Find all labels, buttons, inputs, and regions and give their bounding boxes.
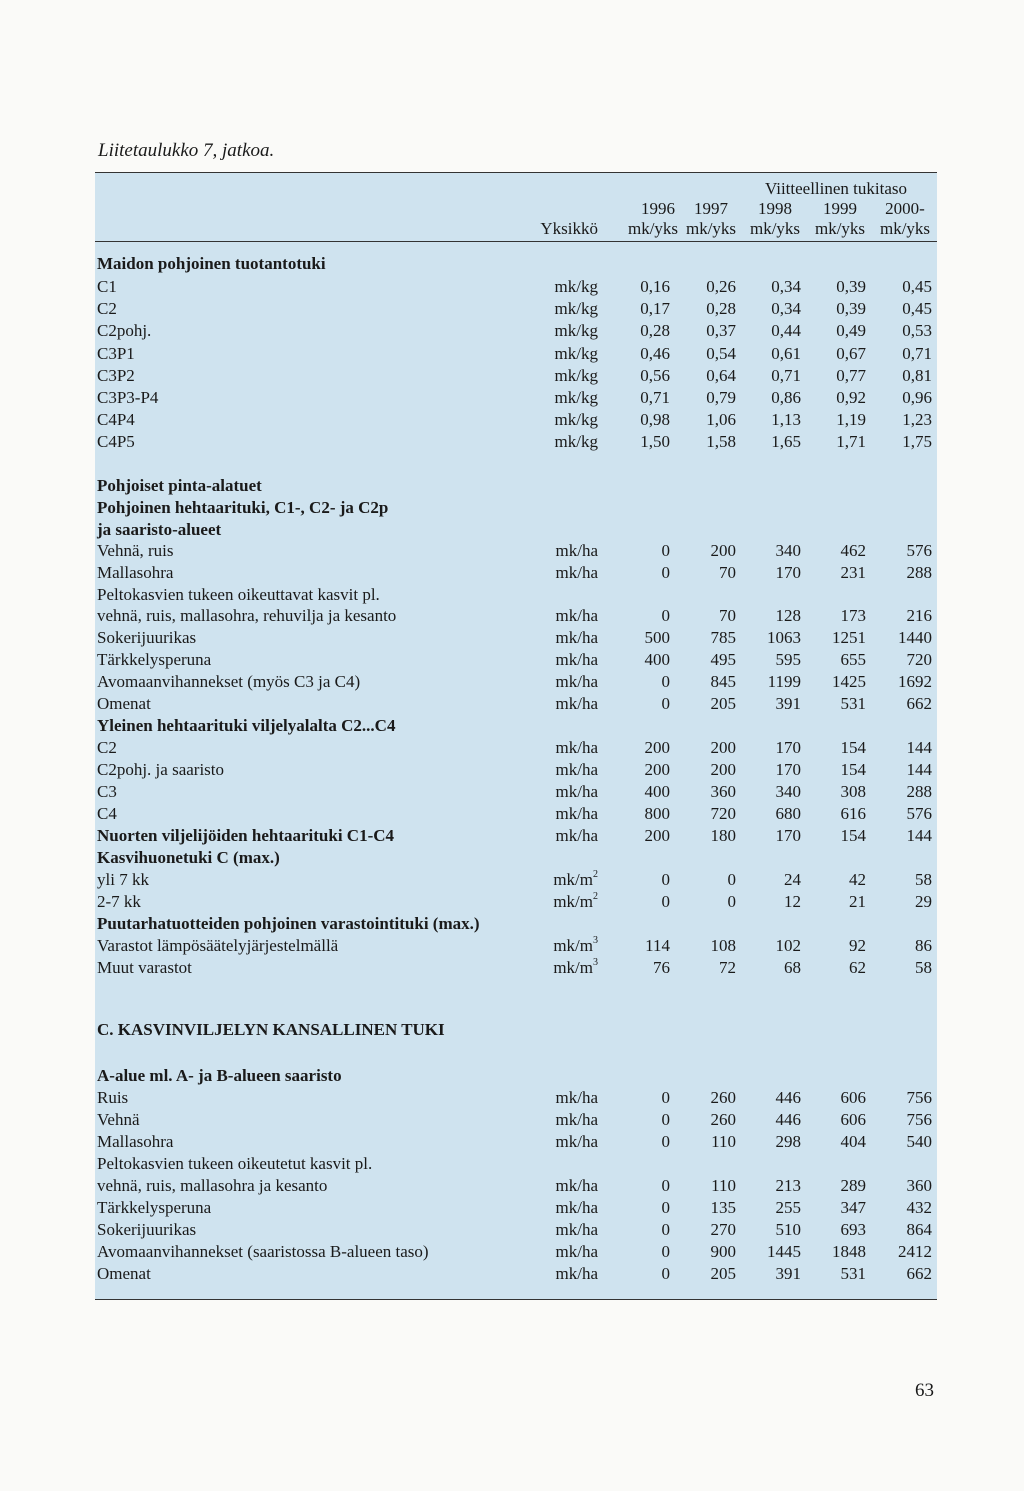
row-label: Pohjoinen hehtaarituki, C1-, C2- ja C2p [97,498,389,517]
row-value: 404 [840,1132,866,1151]
header-year: 2000- [885,199,925,218]
header-per-unit: mk/yks [685,219,737,238]
row-value: 173 [840,606,866,625]
row-unit: mk/kg [554,366,598,385]
row-value: 110 [711,1132,736,1151]
bottom-rule [95,1299,937,1300]
row-value: 288 [906,782,932,801]
row-value: 180 [710,826,736,845]
row-value: 0,16 [640,277,670,296]
row-label: Kasvihuonetuki C (max.) [97,848,280,867]
row-value: 289 [840,1176,866,1195]
row-label: C3P2 [97,366,135,385]
row-value: 655 [840,650,866,669]
row-value: 200 [710,760,736,779]
row-value: 1251 [832,628,866,647]
row-value: 144 [906,826,932,845]
row-label: Nuorten viljelijöiden hehtaarituki C1-C4 [97,826,395,845]
row-value: 205 [710,694,736,713]
row-value: 110 [711,1176,736,1195]
unit-exponent: 2 [593,869,598,880]
row-value: 0 [661,563,670,582]
row-value: 1445 [767,1242,801,1261]
row-value: 1692 [898,672,932,691]
row-value: 108 [710,936,736,955]
row-value: 0,81 [902,366,932,385]
row-value: 24 [784,870,801,889]
row-value: 170 [775,738,801,757]
row-unit: $mk/m^3$ [553,957,598,977]
row-unit: mk/ha [555,1264,598,1283]
row-label: 2-7 kk [97,892,141,911]
row-value: 495 [710,650,736,669]
row-value: 72 [719,958,736,977]
row-value: 1,75 [902,432,932,451]
unit-exponent: 3 [593,935,598,946]
row-value: 270 [710,1220,736,1239]
row-unit: mk/ha [555,541,598,560]
row-value: 595 [775,650,801,669]
row-value: 154 [840,738,866,757]
row-label: Maidon pohjoinen tuotantotuki [97,254,326,273]
row-value: 1,50 [640,432,670,451]
row-value: 68 [784,958,801,977]
row-value: 531 [840,1264,866,1283]
row-value: 662 [906,1264,932,1283]
row-value: 0 [727,870,736,889]
header-year: 1996 [641,199,675,218]
row-value: 0 [661,1132,670,1151]
row-value: 576 [906,541,932,560]
row-unit: mk/ha [555,1088,598,1107]
row-unit: mk/ha [555,1220,598,1239]
row-value: 845 [710,672,736,691]
row-value: 231 [840,563,866,582]
row-unit: mk/kg [554,321,598,340]
row-value: 0 [661,892,670,911]
row-label: Mallasohra [97,1132,174,1151]
row-label: C3P1 [97,344,135,363]
row-label: Varastot lämpösäätelyjärjestelmällä [97,936,339,955]
row-label: C2pohj. ja saaristo [97,760,225,779]
row-value: 260 [710,1088,736,1107]
row-value: 900 [710,1242,736,1261]
row-unit: mk/ha [555,1242,598,1261]
row-label: Vehnä [97,1110,140,1129]
row-label: C2 [97,738,117,757]
row-value: 756 [906,1110,932,1129]
row-value: 1,65 [771,432,801,451]
row-value: 308 [840,782,866,801]
row-value: 0,92 [836,388,866,407]
row-unit: mk/ha [555,804,598,823]
row-value: 510 [775,1220,801,1239]
row-value: 500 [644,628,670,647]
row-value: 1425 [832,672,866,691]
row-value: 0 [661,694,670,713]
row-value: 0,26 [706,277,736,296]
row-value: 1063 [767,628,801,647]
row-value: 70 [719,563,736,582]
row-value: 0,54 [706,344,736,363]
row-value: 1848 [832,1242,866,1261]
row-value: 144 [906,760,932,779]
row-label: Yleinen hehtaarituki viljelyalalta C2...C4 [97,716,396,735]
row-value: 432 [906,1198,932,1217]
row-value: 62 [849,958,866,977]
row-value: 0 [661,1242,670,1261]
row-value: 1,23 [902,410,932,429]
row-unit: mk/ha [555,1132,598,1151]
row-value: 170 [775,826,801,845]
unit-exponent: 2 [593,891,598,902]
row-unit: mk/kg [554,277,598,296]
header-rule [95,241,937,242]
row-value: 576 [906,804,932,823]
table-panel [95,172,937,1300]
row-value: 213 [775,1176,801,1195]
row-value: 42 [849,870,866,889]
row-value: 154 [840,826,866,845]
row-unit: mk/ha [555,650,598,669]
row-value: 70 [719,606,736,625]
row-value: 0,64 [706,366,736,385]
row-value: 0,61 [771,344,801,363]
row-unit: mk/ha [555,1198,598,1217]
row-value: 662 [906,694,932,713]
row-unit: mk/kg [554,344,598,363]
row-unit: $mk/m^2$ [553,869,598,889]
row-value: 0 [661,870,670,889]
row-value: 102 [775,936,801,955]
row-unit: mk/ha [555,628,598,647]
row-value: 720 [906,650,932,669]
row-value: 260 [710,1110,736,1129]
row-unit: $mk/m^3$ [553,935,598,955]
row-value: 606 [840,1088,866,1107]
row-value: 340 [775,541,801,560]
top-rule [95,172,937,173]
row-value: 0,34 [771,277,801,296]
row-value: 135 [710,1198,736,1217]
row-value: 1,13 [771,410,801,429]
row-label: C. KASVINVILJELYN KANSALLINEN TUKI [97,1020,445,1039]
row-label: A-alue ml. A- ja B-alueen saaristo [97,1066,342,1085]
row-value: 1,58 [706,432,736,451]
row-value: 86 [915,936,932,955]
row-value: 92 [849,936,866,955]
header-unit-label: Yksikkö [540,219,598,238]
header-per-unit: mk/yks [749,219,801,238]
row-label: Sokerijuurikas [97,1220,197,1239]
row-label: Mallasohra [97,563,174,582]
row-value: 170 [775,563,801,582]
row-value: 0 [661,672,670,691]
row-label: vehnä, ruis, mallasohra ja kesanto [97,1176,328,1195]
row-label: Muut varastot [97,958,192,977]
row-label: Puutarhatuotteiden pohjoinen varastointituki (max.) [97,914,480,933]
row-value: 0,46 [640,344,670,363]
row-value: 0,53 [902,321,932,340]
header-year: 1998 [758,199,792,218]
row-value: 21 [849,892,866,911]
table-caption: Liitetaulukko 7, jatkoa. [98,140,275,161]
row-value: 12 [784,892,801,911]
row-value: 2412 [898,1242,932,1261]
row-label: C3P3-P4 [97,388,159,407]
row-unit: mk/ha [555,782,598,801]
row-value: 1440 [898,628,932,647]
row-value: 0 [727,892,736,911]
row-value: 58 [915,958,932,977]
row-label: C4P4 [97,410,135,429]
row-unit: mk/ha [555,563,598,582]
row-value: 0,71 [640,388,670,407]
row-value: 0,67 [836,344,866,363]
row-value: 756 [906,1088,932,1107]
row-value: 0 [661,1110,670,1129]
row-unit: mk/ha [555,1110,598,1129]
row-unit: mk/ha [555,826,598,845]
row-value: 0,79 [706,388,736,407]
row-value: 391 [775,694,801,713]
row-label: C2pohj. [97,321,152,340]
row-value: 446 [775,1110,801,1129]
row-label: Avomaanvihannekset (myös C3 ja C4) [97,672,361,691]
row-value: 531 [840,694,866,713]
row-value: 29 [915,892,932,911]
row-value: 0 [661,1220,670,1239]
row-value: 200 [644,826,670,845]
row-label: vehnä, ruis, mallasohra, rehuvilja ja kesanto [97,606,397,625]
row-unit: mk/ha [555,694,598,713]
row-value: 200 [644,738,670,757]
row-value: 0,45 [902,277,932,296]
row-value: 1,06 [706,410,736,429]
row-value: 0,39 [836,299,866,318]
row-label: Omenat [97,694,151,713]
row-value: 255 [775,1198,801,1217]
row-value: 606 [840,1110,866,1129]
row-label: yli 7 kk [97,870,149,889]
row-value: 200 [644,760,670,779]
row-value: 154 [840,760,866,779]
row-value: 200 [710,541,736,560]
row-unit: mk/kg [554,299,598,318]
row-value: 0,86 [771,388,801,407]
row-value: 0,28 [706,299,736,318]
row-value: 1199 [767,672,801,691]
row-label: Omenat [97,1264,151,1283]
row-value: 616 [840,804,866,823]
row-value: 540 [906,1132,932,1151]
row-value: 340 [775,782,801,801]
row-value: 144 [906,738,932,757]
row-value: 128 [775,606,801,625]
row-label: Avomaanvihannekset (saaristossa B-alueen taso) [97,1242,429,1261]
row-label: C4P5 [97,432,135,451]
header-per-unit: mk/yks [627,219,679,238]
row-value: 0 [661,1176,670,1195]
row-value: 0 [661,606,670,625]
row-value: 1,71 [836,432,866,451]
row-value: 680 [775,804,801,823]
row-value: 216 [906,606,932,625]
row-unit: mk/kg [554,410,598,429]
row-value: 800 [644,804,670,823]
row-label: C2 [97,299,117,318]
row-value: 0 [661,1088,670,1107]
row-value: 0,49 [836,321,866,340]
row-unit: mk/ha [555,606,598,625]
row-value: 446 [775,1088,801,1107]
row-label: Tärkkelysperuna [97,650,212,669]
row-value: 0,56 [640,366,670,385]
row-unit: mk/kg [554,432,598,451]
row-value: 0,37 [706,321,736,340]
row-value: 0,28 [640,321,670,340]
row-value: 76 [653,958,670,977]
row-value: 0,77 [836,366,866,385]
row-unit: mk/ha [555,760,598,779]
row-value: 360 [710,782,736,801]
row-value: 360 [906,1176,932,1195]
row-label: Sokerijuurikas [97,628,197,647]
row-value: 0,71 [902,344,932,363]
row-value: 347 [840,1198,866,1217]
row-unit: $mk/m^2$ [553,891,598,911]
row-label: Peltokasvien tukeen oikeuttavat kasvit pl. [97,585,380,604]
row-value: 0 [661,1264,670,1283]
row-label: Vehnä, ruis [97,541,174,560]
row-value: 0,34 [771,299,801,318]
row-value: 400 [644,782,670,801]
row-value: 205 [710,1264,736,1283]
row-value: 462 [840,541,866,560]
row-unit: mk/ha [555,672,598,691]
row-value: 785 [710,628,736,647]
row-label: C1 [97,277,117,296]
header-year: 1997 [694,199,728,218]
row-value: 400 [644,650,670,669]
row-label: Peltokasvien tukeen oikeutetut kasvit pl. [97,1154,373,1173]
row-label: C3 [97,782,117,801]
row-value: 0 [661,1198,670,1217]
row-value: 1,19 [836,410,866,429]
row-value: 391 [775,1264,801,1283]
row-label: Ruis [97,1088,129,1107]
row-unit: mk/kg [554,388,598,407]
row-value: 114 [645,936,670,955]
header-per-unit: mk/yks [814,219,866,238]
row-value: 0,71 [771,366,801,385]
row-value: 58 [915,870,932,889]
row-value: 0,39 [836,277,866,296]
header-year: 1999 [823,199,857,218]
page-number: 63 [915,1380,934,1401]
row-label: ja saaristo-alueet [97,520,222,539]
row-value: 170 [775,760,801,779]
row-value: 0,45 [902,299,932,318]
row-label: C4 [97,804,117,823]
row-value: 288 [906,563,932,582]
row-label: Pohjoiset pinta-alatuet [97,476,262,495]
header-group-label: Viitteellinen tukitaso [764,179,908,198]
row-label: Tärkkelysperuna [97,1198,212,1217]
row-value: 0,96 [902,388,932,407]
row-value: 693 [840,1220,866,1239]
unit-exponent: 3 [593,957,598,968]
row-value: 0 [661,541,670,560]
row-unit: mk/ha [555,1176,598,1195]
row-value: 200 [710,738,736,757]
header-per-unit: mk/yks [879,219,931,238]
row-value: 298 [775,1132,801,1151]
row-value: 720 [710,804,736,823]
row-unit: mk/ha [555,738,598,757]
row-value: 0,17 [640,299,670,318]
row-value: 864 [906,1220,932,1239]
row-value: 0,44 [771,321,801,340]
row-value: 0,98 [640,410,670,429]
